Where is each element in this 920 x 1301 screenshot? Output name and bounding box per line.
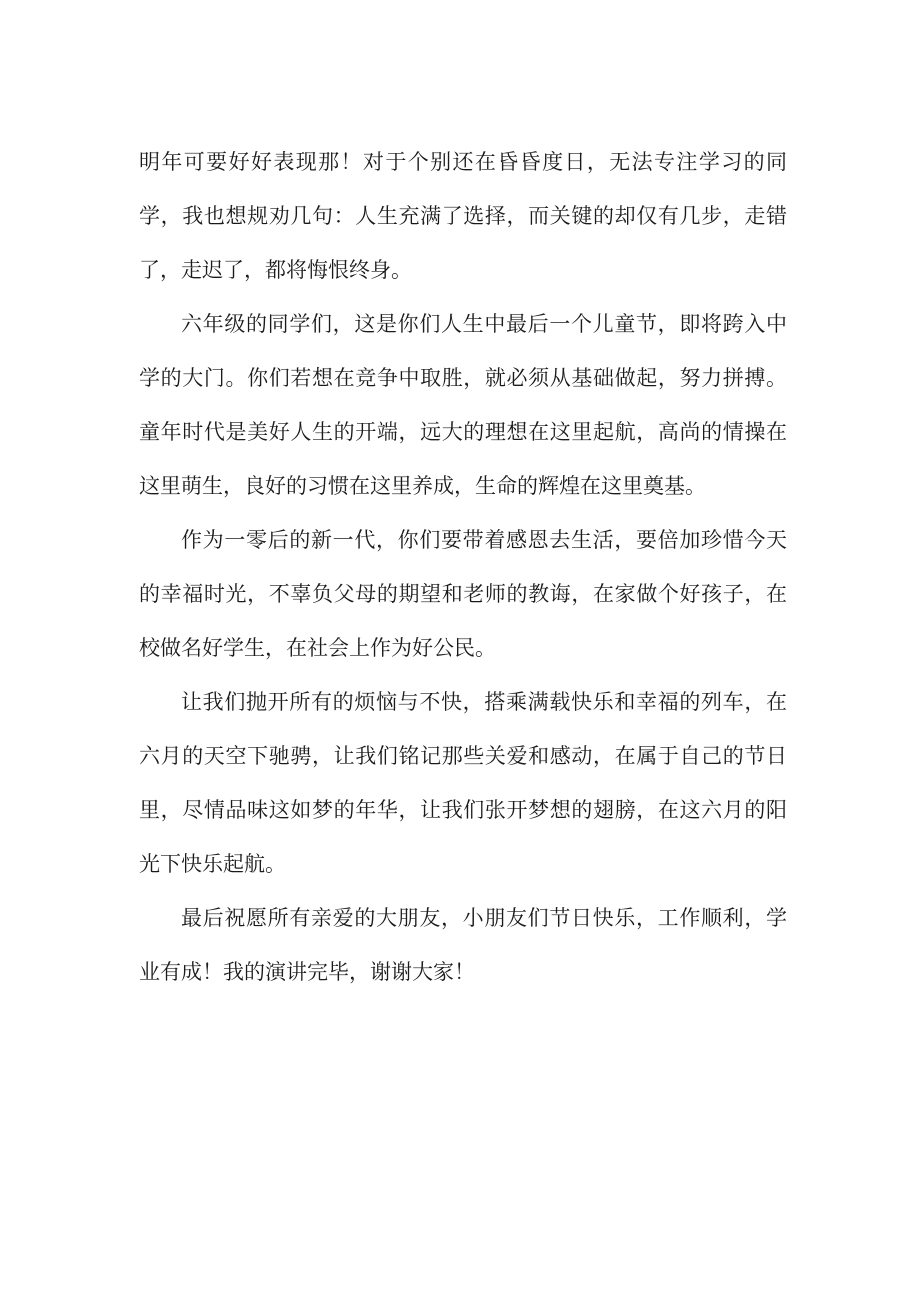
paragraph-2: 六年级的同学们，这是你们人生中最后一个儿童节，即将跨入中学的大门。你们若想在竞争中取胜，就必须从基础做起，努力拼搏。童年时代是美好人生的开端，远大的理想在这里起航，高尚的情操在这里萌生，良好的习惯在这里养成，生命的辉煌在这里奠基。: [139, 312, 787, 498]
paragraph-1: 明年可要好好表现那！对于个别还在昏昏度日，无法专注学习的同学，我也想规劝几句：人生充满了选择，而关键的却仅有几步，走错了，走迟了，都将悔恨终身。: [139, 150, 787, 282]
document-body: [139, 135, 787, 999]
paragraph-3: 作为一零后的新一代，你们要带着感恩去生活，要倍加珍惜今天的幸福时光，不辜负父母的期望和老师的教诲，在家做个好孩子，在校做名好学生，在社会上作为好公民。: [139, 528, 787, 660]
paragraph-4: 让我们抛开所有的烦恼与不快，搭乘满载快乐和幸福的列车，在六月的天空下驰骋，让我们铭记那些关爱和感动，在属于自己的节日里，尽情品味这如梦的年华，让我们张开梦想的翅膀，在这六月的阳光下快乐起航。: [139, 690, 787, 876]
paragraph-5: 最后祝愿所有亲爱的大朋友，小朋友们节日快乐，工作顺利，学业有成！我的演讲完毕，谢谢大家！: [139, 906, 787, 984]
